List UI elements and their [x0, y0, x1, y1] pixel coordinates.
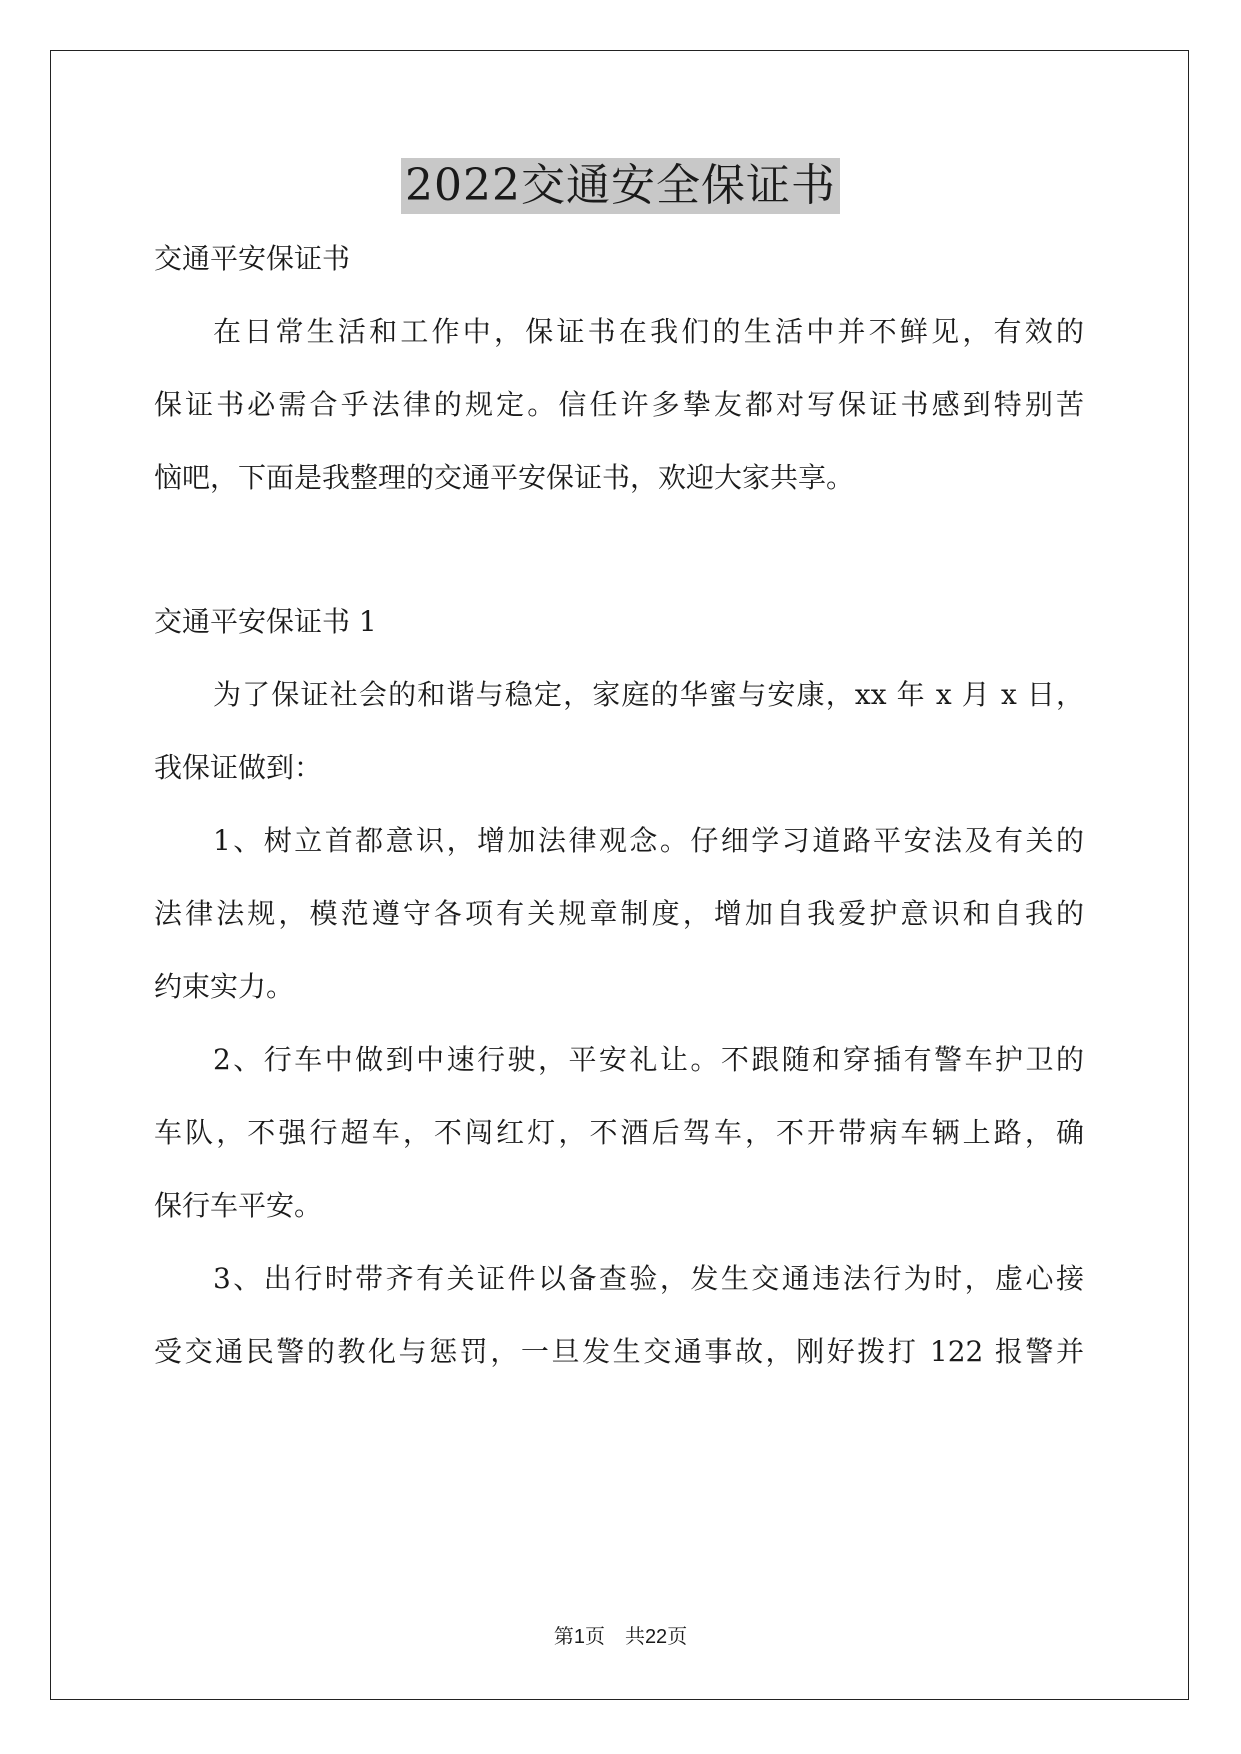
- paragraph-line: 2、行车中做到中速行驶，平安礼让。不跟随和穿插有警车护卫的: [213, 1043, 1084, 1076]
- section-heading: 交通平安保证书: [154, 242, 351, 275]
- page-footer: [0, 1623, 1241, 1650]
- footer-page-prefix: 第: [553, 1624, 574, 1648]
- section-heading: 交通平安保证书 1: [154, 605, 377, 638]
- paragraph-line: 在日常生活和工作中，保证书在我们的生活中并不鲜见，有效的: [213, 315, 1084, 348]
- footer-total-prefix: 共: [624, 1624, 645, 1648]
- page-border: [50, 50, 1189, 1700]
- footer-page-number: 1: [573, 1626, 585, 1648]
- footer-page-suffix: 页: [584, 1624, 605, 1648]
- document-title: [0, 158, 1241, 214]
- paragraph-line: 我保证做到：: [154, 751, 323, 784]
- footer-total-number: 22: [644, 1626, 668, 1648]
- paragraph-line: 恼吧，下面是我整理的交通平安保证书，欢迎大家共享。: [154, 461, 855, 494]
- footer-total-suffix: 页: [667, 1624, 688, 1648]
- paragraph-line: 受交通民警的教化与惩罚，一旦发生交通事故，刚好拨打 122 报警并: [154, 1335, 1084, 1368]
- paragraph-line: 约束实力。: [154, 970, 295, 1003]
- paragraph-line: 车队，不强行超车，不闯红灯，不酒后驾车，不开带病车辆上路，确: [154, 1116, 1084, 1149]
- paragraph-line: 1、树立首都意识，增加法律观念。仔细学习道路平安法及有关的: [213, 824, 1084, 857]
- paragraph-line: 保证书必需合乎法律的规定。信任许多挚友都对写保证书感到特别苦: [154, 388, 1084, 421]
- paragraph-line: 3、出行时带齐有关证件以备查验，发生交通违法行为时，虚心接: [213, 1262, 1084, 1295]
- paragraph-line: 为了保证社会的和谐与稳定，家庭的华蜜与安康，xx 年 x 月 x 日，: [213, 678, 1084, 711]
- document-title-text: 2022交通安全保证书: [401, 158, 840, 214]
- paragraph-line: 法律法规，模范遵守各项有关规章制度，增加自我爱护意识和自我的: [154, 897, 1084, 930]
- paragraph-line: 保行车平安。: [154, 1189, 323, 1222]
